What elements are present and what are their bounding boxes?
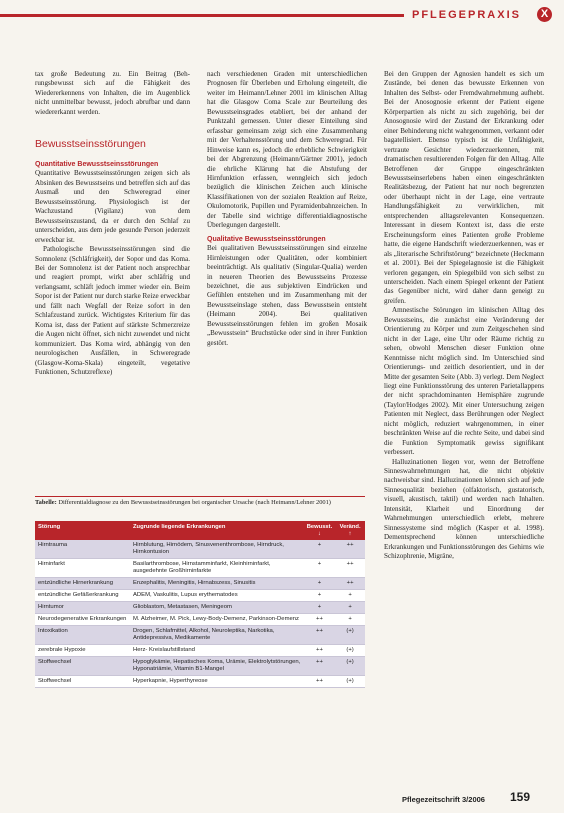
cell-bewusstsein: ++ — [304, 645, 335, 657]
cell-bewusstsein: + — [304, 602, 335, 614]
cell-veraenderung: ++ — [335, 559, 365, 578]
cell-veraenderung: (+) — [335, 626, 365, 645]
left-column — [35, 70, 190, 117]
table-row — [35, 590, 365, 602]
table-row — [35, 602, 365, 614]
paragraph-pathological: Pathologische Bewusstseinsstörungen sind die Somnolenz (Schläfrigkeit), der Sopor und das Koma. Bei der Somnolenz ist der Patient noch ansprechbar und reagiert prompt, wirkt aber schläfrig und verlangsamt, schläft jedoch immer wieder ein. Beim Sopor ist der Patient nur durch starke Reize erweckbar und fällt nach Wegfall der Reize sofort in den Schlafzustand zurück. Wichtigstes Kriterium für das Koma ist, dass der Patient auf stärkste Schmerzreize die Augen nicht öffnet, sich nicht zuwendet und nicht kommuniziert. Das Koma wird, abhängig von den neurologischen Ausfällen, in Schweregrade (Glasgow-Koma-Skala) eingeteilt, vegetative Funktionen, Schutzreflexe) — [35, 245, 190, 376]
cell-stoerung: entzündliche Hirnerkrankung — [35, 578, 130, 590]
middle-column — [207, 70, 367, 348]
cell-veraenderung: ++ — [335, 578, 365, 590]
cell-erkrankungen: Herz- Kreislaufstillstand — [130, 645, 304, 657]
paragraph-qualitative: Bei qualitativen Bewusstseinsstörungen sind einzelne Hirnleistungen oder Qualitäten, oder kombiniert beeinträchtigt. Als qualitativ (Singular-Qualia) werden in neueren Theorien des Bewusstseins Prozesse bezeichnet, die aus subjektiven Eindrücken und Gefühlen entstehen und im Zusammenhang mit der Bewusstseinslage stehen, dass Bewusstsein entsteht (Heimann 2004). Bei qualitativen Bewusstseinsstörungen fehlen im großen Mosaik „Bewusstsein“ Bruchstücke oder sind in ihrer Funktion gestört. — [207, 244, 367, 347]
header-bewusstsein: Bewusst. ↓ — [304, 521, 335, 540]
table-caption-text: Differentialdiagnose zu den Bewusstseinsstörungen bei organischer Ursache (nach Heimann/Lehner 2001) — [58, 499, 331, 506]
cell-stoerung: Hirninfarkt — [35, 559, 130, 578]
table-row — [35, 614, 365, 626]
section-heading: Bewusstseinsstörungen — [35, 138, 146, 150]
cell-erkrankungen: Hyperkapnie, Hyperthyreose — [130, 676, 304, 688]
table-caption-label: Tabelle: — [35, 499, 57, 506]
cell-erkrankungen: Hirnblutung, Hirnödem, Sinusvenenthrombose, Hirndruck, Hirnkontusion — [130, 540, 304, 559]
cell-erkrankungen: Basilarthrombose, Hirnstamminfarkt, Kleinhirninfarkt, ausgedehnte Großhirninfarkte — [130, 559, 304, 578]
cell-bewusstsein: + — [304, 578, 335, 590]
differential-table-box — [35, 496, 365, 786]
cell-veraenderung: + — [335, 614, 365, 626]
cell-veraenderung: (+) — [335, 676, 365, 688]
table-row — [35, 540, 365, 559]
table-row — [35, 559, 365, 578]
cell-erkrankungen: Glioblastom, Metastasen, Meningeom — [130, 602, 304, 614]
cell-stoerung: Stoffwechsel — [35, 676, 130, 688]
paragraph-middle-1: nach verschiedenen Graden mit unterschiedlichen Prognosen für Überleben und Erholung eingeteilt, die weiter im Heimann/Lehner 2001 im klinischen Alltag hat die Glasgow Coma Scale zur Beurteilung des Bewusstseinsgrades etabliert, bei der anhand der Punktzahl gemessen. Unter dieser Einteilung sind erfassbar gemeinsam zeigt sich eine Zusammenhang mit der Verhaltensstörung und dem Schweregrad. Für Hinweise kann es, jedoch die erhebliche Schwierigkeit bei der Abgrenzung (Heimann/Gärtner 2001), jedoch die ehrliche Klärung hat die Abstufung der Hirnfunktion erfassen, wenngleich sich jedoch bezüglich die klinischen Zeichen auch klinische Klassifikationen von der sozialen Reaktion auf Reize, Okulomotorik, Pupillen und Pyramidenbahnzeichen. In der Tabelle sind wichtige differentialdiagnostische Überlegungen dargestellt. — [207, 70, 367, 230]
cell-stoerung: Neurodegenerative Erkrankungen — [35, 614, 130, 626]
right-column — [384, 70, 544, 562]
table-row — [35, 676, 365, 688]
cell-stoerung: entzündliche Gefäßerkrankung — [35, 590, 130, 602]
cell-bewusstsein: + — [304, 540, 335, 559]
header-erkrankungen: Zugrunde liegende Erkrankungen — [130, 521, 304, 540]
cell-stoerung: Hirntumor — [35, 602, 130, 614]
table-row — [35, 645, 365, 657]
cell-bewusstsein: ++ — [304, 676, 335, 688]
cell-stoerung: zerebrale Hypoxie — [35, 645, 130, 657]
cell-stoerung: Hirntrauma — [35, 540, 130, 559]
cell-bewusstsein: + — [304, 559, 335, 578]
cell-stoerung: Stoffwechsel — [35, 657, 130, 676]
section-title: PFLEGEPRAXIS — [412, 9, 521, 21]
paragraph-right-1: Bei den Gruppen der Agnosien handelt es sich um Zustände, bei denen das bewusste Erkennen von Inhalten des Selbst- oder Fremdwahrnehmung aufhebt. Bei der Anosognosie erkennt der Patient eigene Körperpartien als nicht zu sich zugehörig, bei der Anosognosie wird der Zustand der Erkrankung oder einer Behinderung nicht wahrgenommen, verkannt oder bagatellisiert. Ebenso typisch ist die Unfähigkeit, vertraute Gesichter wiederzuerkennen, mit dramatischen resultierenden Folgen für den Alltag. Alle Betroffenen der Gruppe eingeschränkten Bewusstseinserlebens haben einen eingeschränkten Realitätsbezug, der Patient hat nur noch begrenzten oder überhaupt nicht in der Lage, eine vertraute Handlungsfähigkeit zu verwirklichen, mit entsprechenden alltagsrelevanten Konsequenzen. Interessant in diesem Kontext ist, dass die erste Erscheinungsform eines Patienten große Probleme hatte, die eigene Handschrift wiederzuerkennen, was er als „literarische Schriftstörung“ bezeichnete (Heckmann et al. 2001). Bei der Spiegelagnosie ist die Fähigkeit verloren gegangen, ein Spiegelbild von sich selbst zu unterscheiden. Nach einem Spiegel erkennt der Patient das Gegenüber nicht, wird daher dann geneigt zu greifen. — [384, 70, 544, 305]
cell-bewusstsein: + — [304, 590, 335, 602]
paragraph-right-3: Halluzinationen liegen vor, wenn der Betroffene Sinneswahrnehmungen hat, die nicht objektiv nachweisbar sind. Halluzinationen können sich auf jede Sinnesqualität beziehen (olfaktorisch, gustatorisch, visuell, akustisch, taktil) und werden nach Inhalten. Intensität, Klarheit und Einordnung der Wahrnehmungen unterschiedlich erlebt, mehrere Sinnessysteme sind möglich (Kasper et al. 1998). Dementsprechend können unterschiedliche Erkrankungen und Funktionsstörungen des Gehirns wie Schizophrenie, Migräne, — [384, 457, 544, 561]
table-header-row — [35, 521, 365, 540]
paragraph-quantitative: Quantitative Bewusstseinsstörungen zeigen sich als Absinken des Bewusstseins und betreffen sich auf das Ausmaß und den Schweregrad einer Bewusstseinsstörung. Physiologisch ist der Wachzustand (Vigilanz) von dem Bewusstseinszustand, da er durch den Schlaf zu unterscheiden, aus dem jede gesunde Person jederzeit erweckbar ist. — [35, 169, 190, 244]
table-row — [35, 657, 365, 676]
left-column-body — [35, 160, 190, 377]
cell-veraenderung: ++ — [335, 540, 365, 559]
section-close-icon: X — [537, 7, 552, 22]
table-caption — [35, 496, 365, 521]
cell-bewusstsein: ++ — [304, 626, 335, 645]
header-stoerung: Störung — [35, 521, 130, 540]
cell-stoerung: Intoxikation — [35, 626, 130, 645]
cell-erkrankungen: Hypoglykämie, Hepatisches Koma, Urämie, Elektrolytstörungen, Hyponatriämie, Vitamin B1-Mangel — [130, 657, 304, 676]
cell-erkrankungen: Enzephalitis, Meningitis, Hirnabszess, Sinusitis — [130, 578, 304, 590]
cell-veraenderung: (+) — [335, 657, 365, 676]
table-row — [35, 626, 365, 645]
cell-erkrankungen: Drogen, Schlafmittel, Alkohol, Neuroleptika, Narkotika, Antidepressiva, Medikamente — [130, 626, 304, 645]
cell-veraenderung: (+) — [335, 645, 365, 657]
page-header — [0, 0, 564, 30]
table-row — [35, 578, 365, 590]
intro-paragraph: tax große Bedeutung zu. Ein Beitrag (Beh- rungsbewusst sich auf die Fähigkeit des Wiedererkennens von Inhalten, die im Augenblick nicht unmittelbar bewusst, jedoch abrufbar und dann wiedererkannt werden. — [35, 70, 190, 116]
paragraph-right-2: Amnestische Störungen im klinischen Alltag des Bewusstseins, die zunächst eine Veränderung der Orientierung zu Körper und zum Zeitgeschehen sind nicht in der Lage, eine Uhr oder Räume richtig zu sehen, obwohl Menschen dieser Funktion ohne Kenntnisse nicht möglich sind. Im Unterschied sind Orientierungs- und zeitlich desorientiert, und in der Mitte der gesamten Seite (Abb. 3) verlegt. Dem Neglect liegt eine Funktionsstörung des unteren Parietallappens der nicht sprachdominanten Hemisphäre zugrunde (Taylor/Hodges 2002). Mit einer Untersuchung zeigen Patienten mit Neglect, dass Berührungen oder Neglect nicht möglich, reduziert wahrgenommen, in einer beschränkten Weise auf die rechte Seite, und dabei sind die Funktion Symptomatik gewiss signifikant verbessert. — [384, 306, 544, 457]
page-number: 159 — [510, 790, 531, 804]
cell-veraenderung: + — [335, 602, 365, 614]
cell-bewusstsein: ++ — [304, 657, 335, 676]
cell-erkrankungen: ADEM, Vaskulitis, Lupus erythematodes — [130, 590, 304, 602]
differential-table — [35, 521, 365, 688]
footer-journal: Pflegezeitschrift 3/2006 — [402, 795, 485, 804]
subheading-qualitative: Qualitative Bewusstseinsstörungen — [207, 235, 326, 243]
cell-erkrankungen: M. Alzheimer, M. Pick, Lewy-Body-Demenz, Parkinson-Demenz — [130, 614, 304, 626]
subheading-quantitative: Quantitative Bewusstseinsstörungen — [35, 161, 159, 168]
cell-veraenderung: + — [335, 590, 365, 602]
header-rule — [0, 14, 404, 17]
cell-bewusstsein: ++ — [304, 614, 335, 626]
header-veraenderung: Veränd. ↑ — [335, 521, 365, 540]
